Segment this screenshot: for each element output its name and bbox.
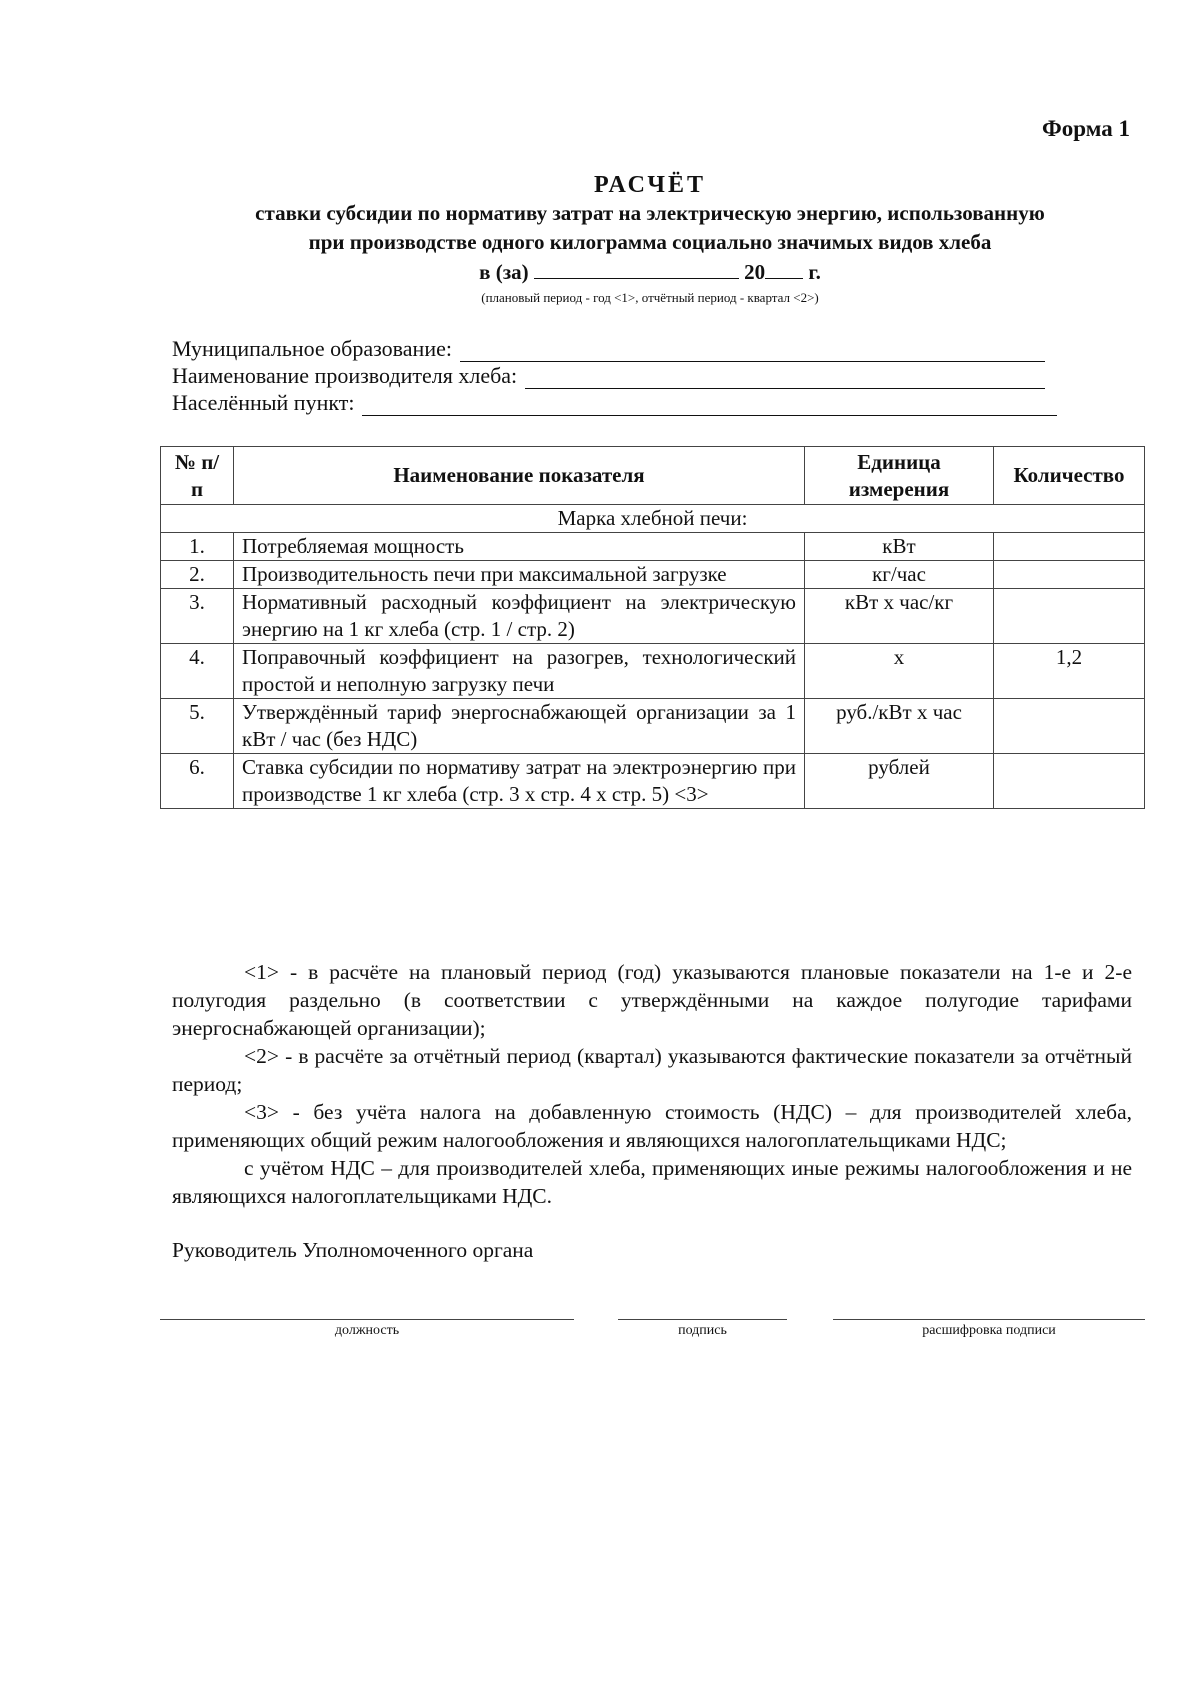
year-blank	[765, 260, 803, 279]
header-qty: Количество	[994, 447, 1145, 505]
document-title: РАСЧЁТ	[593, 172, 707, 198]
settlement-field[interactable]	[362, 395, 1057, 416]
row-name: Производительность печи при максимальной загрузке	[234, 561, 805, 589]
footnote-3-continued: с учётом НДС – для производителей хлеба, применяющих иные режимы налогообложения и не являющихся налогоплательщиками НДС.	[172, 1156, 1132, 1208]
row-qty[interactable]	[994, 589, 1145, 644]
table-row	[161, 644, 1145, 699]
table-row	[161, 533, 1145, 561]
document-subtitle-line2: при производстве одного килограмма социально значимых видов хлеба	[308, 230, 992, 254]
period-line	[100, 260, 1200, 285]
municipality-label: Муниципальное образование:	[172, 336, 452, 361]
settlement-row	[172, 390, 1057, 416]
period-year-prefix: 20	[744, 260, 766, 284]
row-unit: х	[805, 644, 994, 699]
row-num: 6.	[161, 754, 234, 809]
period-prefix: в (за)	[479, 260, 529, 284]
period-suffix: г.	[808, 260, 821, 284]
row-num: 2.	[161, 561, 234, 589]
municipality-field[interactable]	[460, 341, 1045, 362]
row-qty[interactable]: 1,2	[994, 644, 1145, 699]
row-qty[interactable]	[994, 561, 1145, 589]
table-row	[161, 699, 1145, 754]
footnote-2: <2> - в расчёте за отчётный период (квартал) указываются фактические показатели за отчётный период;	[172, 1044, 1132, 1096]
row-unit: рублей	[805, 754, 994, 809]
row-name: Утверждённый тариф энергоснабжающей организации за 1 кВт / час (без НДС)	[234, 699, 805, 754]
header-num: № п/п	[161, 447, 234, 505]
document-subtitle-line1: ставки субсидии по нормативу затрат на электрическую энергию, использованную	[255, 201, 1045, 225]
period-note: (плановый период - год <1>, отчётный период - квартал <2>)	[481, 290, 819, 305]
producer-label: Наименование производителя хлеба:	[172, 363, 518, 388]
footnotes	[172, 958, 1132, 1210]
header-unit: Единица измерения	[805, 447, 994, 505]
form-label: Форма 1	[1042, 116, 1130, 141]
row-num: 4.	[161, 644, 234, 699]
position-caption: должность	[334, 1323, 400, 1338]
footnote-1: <1> - в расчёте на плановый период (год) указываются плановые показатели на 1-е и 2-е полугодия раздельно (в соответствии с утверждёнными на каждое полугодие тарифами энергоснабжающей организации);	[172, 960, 1132, 1040]
decoding-caption: расшифровка подписи	[922, 1323, 1056, 1338]
table-header-row	[161, 447, 1145, 505]
municipality-row	[172, 336, 1045, 362]
row-num: 5.	[161, 699, 234, 754]
position-line[interactable]	[160, 1319, 574, 1320]
header-name: Наименование показателя	[234, 447, 805, 505]
row-name: Ставка субсидии по нормативу затрат на электроэнергию при производстве 1 кг хлеба (стр. 3 х стр. 4 х стр. 5) <3>	[234, 754, 805, 809]
row-name: Поправочный коэффициент на разогрев, технологический простой и неполную загрузку печи	[234, 644, 805, 699]
row-num: 3.	[161, 589, 234, 644]
signature-caption: подпись	[678, 1323, 727, 1338]
row-qty[interactable]	[994, 533, 1145, 561]
footnote-3: <3> - без учёта налога на добавленную стоимость (НДС) – для производителей хлеба, применяющих общий режим налогообложения и являющихся налогоплательщиками НДС;	[172, 1100, 1132, 1152]
period-blank	[534, 260, 739, 279]
row-num: 1.	[161, 533, 234, 561]
row-unit: кг/час	[805, 561, 994, 589]
settlement-label: Населённый пункт:	[172, 390, 355, 415]
indicators-table	[160, 446, 1145, 809]
row-name: Потребляемая мощность	[234, 533, 805, 561]
row-qty[interactable]	[994, 699, 1145, 754]
row-qty[interactable]	[994, 754, 1145, 809]
decoding-line[interactable]	[833, 1319, 1145, 1320]
oven-mark-label: Марка хлебной печи:	[161, 505, 1145, 533]
table-row	[161, 561, 1145, 589]
row-unit: руб./кВт х час	[805, 699, 994, 754]
table-row	[161, 589, 1145, 644]
row-name: Нормативный расходный коэффициент на электрическую энергию на 1 кг хлеба (стр. 1 / стр. 2)	[234, 589, 805, 644]
head-title: Руководитель Уполномоченного органа	[172, 1238, 534, 1262]
table-row	[161, 754, 1145, 809]
producer-row	[172, 363, 1045, 389]
row-unit: кВт х час/кг	[805, 589, 994, 644]
oven-mark-row	[161, 505, 1145, 533]
signature-line[interactable]	[618, 1319, 787, 1320]
row-unit: кВт	[805, 533, 994, 561]
producer-field[interactable]	[525, 368, 1045, 389]
